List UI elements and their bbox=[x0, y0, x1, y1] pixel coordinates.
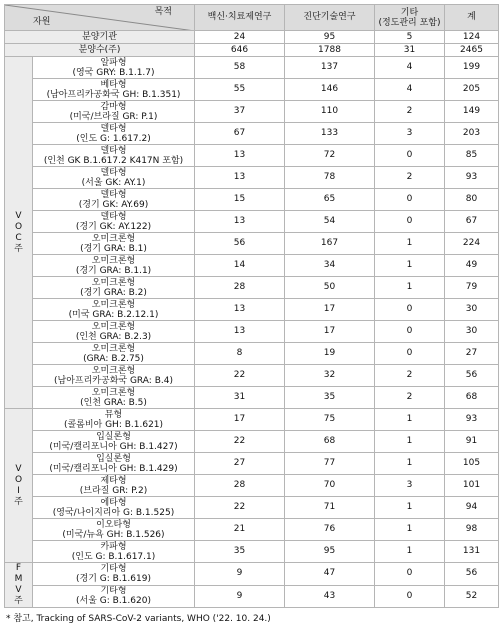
group-label-char: M bbox=[14, 574, 23, 584]
header-other-line1: 기타 bbox=[400, 7, 419, 18]
value-cell: 4 bbox=[375, 79, 445, 101]
value-cell: 17 bbox=[195, 409, 285, 431]
variant-lineage: (미국/뉴욕 GH: B.1.526) bbox=[62, 529, 165, 540]
value-cell: 146 bbox=[285, 79, 375, 101]
group-label-char: I bbox=[17, 485, 20, 496]
group-label-char: O bbox=[14, 221, 23, 232]
value-cell: 1 bbox=[375, 541, 445, 563]
group-label-char: V bbox=[15, 585, 22, 595]
variant-lineage: (경기 GRA: B.2) bbox=[80, 287, 147, 298]
value-cell: 17 bbox=[285, 321, 375, 343]
variant-type: 오미크론형 bbox=[91, 233, 136, 244]
variant-type: 입실론형 bbox=[96, 453, 131, 464]
summary-label: 분양기관 bbox=[5, 31, 195, 44]
variant-type: 제타형 bbox=[100, 475, 127, 486]
value-cell: 0 bbox=[375, 211, 445, 233]
variant-name-cell bbox=[33, 167, 195, 189]
value-cell: 13 bbox=[195, 145, 285, 167]
value-cell: 54 bbox=[285, 211, 375, 233]
summary-value: 646 bbox=[195, 44, 285, 57]
value-cell: 13 bbox=[195, 167, 285, 189]
summary-row bbox=[5, 44, 499, 57]
variant-name-cell bbox=[33, 585, 195, 608]
summary-value: 5 bbox=[375, 31, 445, 44]
row-total-cell: 56 bbox=[445, 563, 499, 586]
variant-lineage: (경기 GRA: B.1) bbox=[80, 243, 147, 254]
row-total-cell: 205 bbox=[445, 79, 499, 101]
row-total-cell: 91 bbox=[445, 431, 499, 453]
variant-type: 델타형 bbox=[100, 211, 127, 222]
value-cell: 19 bbox=[285, 343, 375, 365]
header-row bbox=[5, 5, 499, 31]
variant-type: 오미크론형 bbox=[91, 343, 136, 354]
row-total-cell: 203 bbox=[445, 123, 499, 145]
value-cell: 47 bbox=[285, 563, 375, 586]
variant-lineage: (콜롬비아 GH: B.1.621) bbox=[63, 419, 164, 430]
value-cell: 37 bbox=[195, 101, 285, 123]
table-row bbox=[5, 299, 499, 321]
variant-name-cell bbox=[33, 343, 195, 365]
group-label-char: C bbox=[15, 232, 22, 243]
variant-lineage: (인천 GRA: B.5) bbox=[80, 397, 147, 408]
row-total-cell: 149 bbox=[445, 101, 499, 123]
table-row bbox=[5, 233, 499, 255]
value-cell: 34 bbox=[285, 255, 375, 277]
value-cell: 22 bbox=[195, 497, 285, 519]
variant-type: 기타형 bbox=[100, 563, 127, 574]
group-label-char: V bbox=[15, 210, 22, 221]
group-label-char: V bbox=[15, 463, 22, 474]
table-row bbox=[5, 519, 499, 541]
value-cell: 0 bbox=[375, 299, 445, 321]
value-cell: 9 bbox=[195, 585, 285, 608]
row-total-cell: 93 bbox=[445, 409, 499, 431]
row-total-cell: 30 bbox=[445, 321, 499, 343]
diagonal-header-cell bbox=[5, 5, 195, 31]
row-total-cell: 68 bbox=[445, 387, 499, 409]
value-cell: 71 bbox=[285, 497, 375, 519]
row-total-cell: 52 bbox=[445, 585, 499, 608]
value-cell: 76 bbox=[285, 519, 375, 541]
header-other-line2: (정도관리 포함) bbox=[378, 17, 441, 28]
variant-name-cell bbox=[33, 563, 195, 586]
value-cell: 35 bbox=[195, 541, 285, 563]
variant-lineage: (인도 G: B.1.617.1) bbox=[71, 551, 156, 562]
table-row bbox=[5, 343, 499, 365]
value-cell: 0 bbox=[375, 563, 445, 586]
variant-type: 기타형 bbox=[100, 586, 127, 597]
value-cell: 67 bbox=[195, 123, 285, 145]
value-cell: 2 bbox=[375, 365, 445, 387]
group-label-cell bbox=[5, 57, 33, 409]
value-cell: 68 bbox=[285, 431, 375, 453]
variant-name-cell bbox=[33, 541, 195, 563]
value-cell: 1 bbox=[375, 453, 445, 475]
variant-name-cell bbox=[33, 519, 195, 541]
group-label-char: O bbox=[14, 474, 23, 485]
value-cell: 1 bbox=[375, 409, 445, 431]
variant-type: 오미크론형 bbox=[91, 321, 136, 332]
table-row bbox=[5, 79, 499, 101]
table-row bbox=[5, 255, 499, 277]
variant-lineage: (서울 G: B.1.620) bbox=[76, 596, 151, 607]
value-cell: 28 bbox=[195, 475, 285, 497]
table-row bbox=[5, 277, 499, 299]
variant-distribution-table bbox=[4, 4, 499, 608]
variant-type: 오미크론형 bbox=[91, 387, 136, 398]
row-total-cell: 224 bbox=[445, 233, 499, 255]
row-total-cell: 80 bbox=[445, 189, 499, 211]
value-cell: 35 bbox=[285, 387, 375, 409]
header-diagnostic-research: 진단기술연구 bbox=[285, 5, 375, 31]
row-total-cell: 199 bbox=[445, 57, 499, 79]
value-cell: 0 bbox=[375, 585, 445, 608]
value-cell: 78 bbox=[285, 167, 375, 189]
footnote: * 참고, Tracking of SARS-CoV-2 variants, WHO ('22. 10. 24.) bbox=[6, 614, 271, 624]
variant-lineage: (미국/캘리포니아 GH: B.1.429) bbox=[49, 463, 178, 474]
value-cell: 17 bbox=[285, 299, 375, 321]
variant-name-cell bbox=[33, 79, 195, 101]
row-total-cell: 49 bbox=[445, 255, 499, 277]
summary-row bbox=[5, 31, 499, 44]
variant-name-cell bbox=[33, 255, 195, 277]
table-row bbox=[5, 167, 499, 189]
summary-value: 95 bbox=[285, 31, 375, 44]
row-total-cell: 98 bbox=[445, 519, 499, 541]
variant-lineage: (인천 GRA: B.2.3) bbox=[75, 331, 152, 342]
value-cell: 32 bbox=[285, 365, 375, 387]
variant-name-cell bbox=[33, 277, 195, 299]
variant-type: 감마형 bbox=[100, 101, 127, 112]
table-row bbox=[5, 585, 499, 608]
summary-value: 2465 bbox=[445, 44, 499, 57]
row-total-cell: 27 bbox=[445, 343, 499, 365]
group-label-cell bbox=[5, 409, 33, 563]
header-total: 계 bbox=[445, 5, 499, 31]
value-cell: 15 bbox=[195, 189, 285, 211]
variant-type: 델타형 bbox=[100, 145, 127, 156]
header-other bbox=[375, 5, 445, 31]
table-row bbox=[5, 563, 499, 586]
value-cell: 2 bbox=[375, 167, 445, 189]
value-cell: 4 bbox=[375, 57, 445, 79]
variant-lineage: (남아프리카공화국 GRA: B.4) bbox=[54, 375, 173, 386]
variant-lineage: (인도 G: 1.617.2) bbox=[76, 133, 151, 144]
variant-lineage: (영국 GRY: B.1.1.7) bbox=[72, 67, 155, 78]
table-row bbox=[5, 57, 499, 79]
variant-name-cell bbox=[33, 145, 195, 167]
value-cell: 70 bbox=[285, 475, 375, 497]
variant-type: 카파형 bbox=[100, 541, 127, 552]
value-cell: 95 bbox=[285, 541, 375, 563]
row-total-cell: 101 bbox=[445, 475, 499, 497]
table-row bbox=[5, 321, 499, 343]
value-cell: 50 bbox=[285, 277, 375, 299]
variant-name-cell bbox=[33, 321, 195, 343]
value-cell: 2 bbox=[375, 101, 445, 123]
value-cell: 28 bbox=[195, 277, 285, 299]
document bbox=[4, 4, 498, 624]
table-row bbox=[5, 453, 499, 475]
group-label-cell bbox=[5, 563, 33, 608]
variant-lineage: (경기 GRA: B.1.1) bbox=[75, 265, 152, 276]
value-cell: 1 bbox=[375, 233, 445, 255]
value-cell: 3 bbox=[375, 123, 445, 145]
value-cell: 3 bbox=[375, 475, 445, 497]
value-cell: 0 bbox=[375, 343, 445, 365]
variant-name-cell bbox=[33, 233, 195, 255]
variant-type: 델타형 bbox=[100, 167, 127, 178]
table-row bbox=[5, 387, 499, 409]
value-cell: 8 bbox=[195, 343, 285, 365]
value-cell: 72 bbox=[285, 145, 375, 167]
variant-name-cell bbox=[33, 123, 195, 145]
value-cell: 31 bbox=[195, 387, 285, 409]
row-total-cell: 93 bbox=[445, 167, 499, 189]
row-total-cell: 30 bbox=[445, 299, 499, 321]
variant-type: 입실론형 bbox=[96, 431, 131, 442]
value-cell: 27 bbox=[195, 453, 285, 475]
variant-lineage: (미국/브라질 GR: P.1) bbox=[69, 111, 158, 122]
variant-type: 델타형 bbox=[100, 189, 127, 200]
table-row bbox=[5, 475, 499, 497]
value-cell: 14 bbox=[195, 255, 285, 277]
value-cell: 56 bbox=[195, 233, 285, 255]
row-total-cell: 105 bbox=[445, 453, 499, 475]
value-cell: 75 bbox=[285, 409, 375, 431]
variant-type: 베타형 bbox=[100, 79, 127, 90]
value-cell: 0 bbox=[375, 321, 445, 343]
variant-lineage: (경기 GK: AY.122) bbox=[75, 221, 152, 232]
value-cell: 167 bbox=[285, 233, 375, 255]
value-cell: 43 bbox=[285, 585, 375, 608]
variant-type: 뮤형 bbox=[104, 409, 123, 420]
value-cell: 13 bbox=[195, 299, 285, 321]
variant-name-cell bbox=[33, 497, 195, 519]
value-cell: 1 bbox=[375, 277, 445, 299]
table-row bbox=[5, 431, 499, 453]
variant-lineage: (영국/나이지리아 G: B.1.525) bbox=[52, 507, 175, 518]
header-purpose: 목적 bbox=[154, 7, 172, 17]
variant-type: 오미크론형 bbox=[91, 299, 136, 310]
header-vaccine-research: 백신·치료제연구 bbox=[195, 5, 285, 31]
group-label-char: 주 bbox=[14, 596, 23, 606]
value-cell: 0 bbox=[375, 189, 445, 211]
variant-lineage: (브라질 GR: P.2) bbox=[79, 485, 148, 496]
variant-type: 에타형 bbox=[100, 497, 127, 508]
variant-lineage: (미국/캘리포니아 GH: B.1.427) bbox=[49, 441, 178, 452]
variant-name-cell bbox=[33, 453, 195, 475]
variant-name-cell bbox=[33, 57, 195, 79]
value-cell: 55 bbox=[195, 79, 285, 101]
variant-name-cell bbox=[33, 211, 195, 233]
row-total-cell: 94 bbox=[445, 497, 499, 519]
variant-type: 오미크론형 bbox=[91, 277, 136, 288]
table-row bbox=[5, 497, 499, 519]
value-cell: 13 bbox=[195, 211, 285, 233]
variant-lineage: (GRA: B.2.75) bbox=[83, 353, 144, 364]
summary-value: 24 bbox=[195, 31, 285, 44]
value-cell: 22 bbox=[195, 365, 285, 387]
table-row bbox=[5, 365, 499, 387]
variant-name-cell bbox=[33, 475, 195, 497]
value-cell: 1 bbox=[375, 497, 445, 519]
variant-name-cell bbox=[33, 387, 195, 409]
value-cell: 137 bbox=[285, 57, 375, 79]
variant-lineage: (인천 GK B.1.617.2 K417N 포함) bbox=[43, 155, 184, 166]
table-row bbox=[5, 145, 499, 167]
value-cell: 1 bbox=[375, 431, 445, 453]
value-cell: 22 bbox=[195, 431, 285, 453]
value-cell: 65 bbox=[285, 189, 375, 211]
summary-value: 124 bbox=[445, 31, 499, 44]
variant-lineage: (경기 GK: AY.69) bbox=[78, 199, 149, 210]
variant-name-cell bbox=[33, 431, 195, 453]
value-cell: 110 bbox=[285, 101, 375, 123]
summary-value: 31 bbox=[375, 44, 445, 57]
value-cell: 2 bbox=[375, 387, 445, 409]
value-cell: 133 bbox=[285, 123, 375, 145]
row-total-cell: 67 bbox=[445, 211, 499, 233]
value-cell: 1 bbox=[375, 519, 445, 541]
value-cell: 77 bbox=[285, 453, 375, 475]
value-cell: 0 bbox=[375, 145, 445, 167]
variant-name-cell bbox=[33, 365, 195, 387]
table-row bbox=[5, 101, 499, 123]
group-label-char: 주 bbox=[14, 496, 23, 507]
variant-lineage: (남아프리카공화국 GH: B.1.351) bbox=[46, 89, 181, 100]
row-total-cell: 56 bbox=[445, 365, 499, 387]
value-cell: 58 bbox=[195, 57, 285, 79]
group-label-char: 주 bbox=[14, 243, 23, 254]
row-total-cell: 85 bbox=[445, 145, 499, 167]
table-row bbox=[5, 189, 499, 211]
variant-type: 오미크론형 bbox=[91, 255, 136, 266]
value-cell: 21 bbox=[195, 519, 285, 541]
variant-type: 델타형 bbox=[100, 123, 127, 134]
value-cell: 9 bbox=[195, 563, 285, 586]
row-total-cell: 131 bbox=[445, 541, 499, 563]
row-total-cell: 79 bbox=[445, 277, 499, 299]
variant-lineage: (경기 G: B.1.619) bbox=[76, 573, 151, 584]
variant-name-cell bbox=[33, 299, 195, 321]
value-cell: 1 bbox=[375, 255, 445, 277]
table-row bbox=[5, 123, 499, 145]
variant-name-cell bbox=[33, 189, 195, 211]
variant-name-cell bbox=[33, 409, 195, 431]
variant-lineage: (미국 GRA: B.2.12.1) bbox=[68, 309, 159, 320]
table-row bbox=[5, 211, 499, 233]
variant-name-cell bbox=[33, 101, 195, 123]
table-row bbox=[5, 541, 499, 563]
variant-lineage: (서울 GK: AY.1) bbox=[81, 177, 146, 188]
variant-type: 오미크론형 bbox=[91, 365, 136, 376]
table-row bbox=[5, 409, 499, 431]
value-cell: 13 bbox=[195, 321, 285, 343]
variant-type: 알파형 bbox=[100, 57, 127, 68]
summary-label: 분양수(주) bbox=[5, 44, 195, 57]
header-resource: 자원 bbox=[33, 17, 51, 27]
variant-type: 이오타형 bbox=[96, 519, 131, 530]
summary-value: 1788 bbox=[285, 44, 375, 57]
group-label-char: F bbox=[15, 563, 22, 573]
